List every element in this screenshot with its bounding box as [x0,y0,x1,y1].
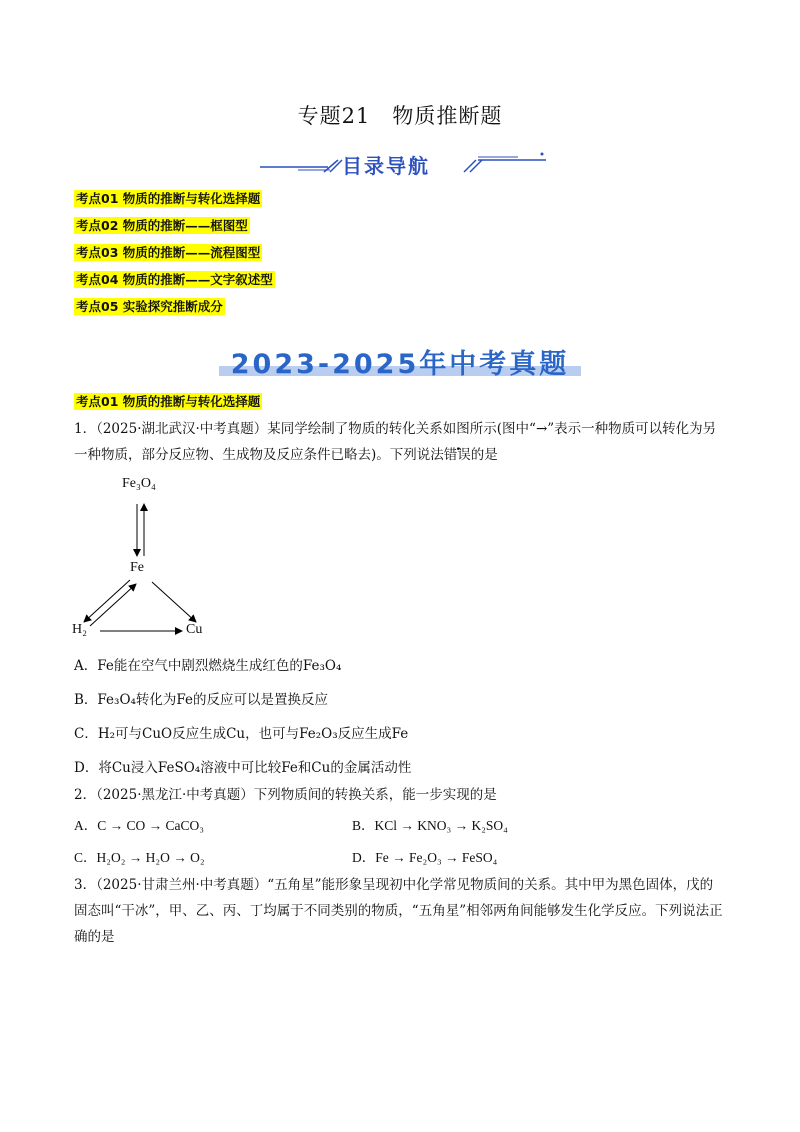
years-heading: 2023-2025年中考真题 [230,349,570,380]
q1-option-a[interactable]: A．Fe能在空气中剧烈燃烧生成红色的Fe₃O₄ [74,658,342,674]
q2-option-d[interactable]: D．Fe → Fe₂O₃ → FeSO₄ [352,850,498,865]
label-fe: Fe [130,560,144,575]
nav-banner [258,148,548,180]
question-2: 2．（2025·黑龙江·中考真题）下列物质间的转换关系，能一步实现的是 [74,787,497,803]
question-3: 3．（2025·甘肃兰州·中考真题）“五角星”能形象呈现初中化学常见物质间的关系。其中甲为黑色固体，戊的固态叫“干冰”，甲、乙、丙、丁均属于不同类别的物质，“五角星”相邻两角间能够发生化学反应。下列说法正确的是 [74,877,723,945]
q2-option-c[interactable]: C．H₂O₂ → H₂O → O₂ [74,850,205,865]
nav-banner-text: 目录导航 [342,154,430,178]
q1-diagram [70,476,230,646]
q2-option-a[interactable]: A．C → CO → CaCO₃ [74,818,204,833]
toc-item[interactable]: 考点04 物质的推断——文字叙述型 [76,272,273,287]
question-1: 1．（2025·湖北武汉·中考真题）某同学绘制了物质的转化关系如图所示(图中“→”表示一种物质可以转化为另一种物质，部分反应物、生成物及反应条件已略去)。下列说法错误的是 [74,421,717,463]
label-fe3o4: Fe₃O₄ [122,476,156,491]
toc-item[interactable]: 考点02 物质的推断——框图型 [76,218,248,233]
q1-option-b[interactable]: B．Fe₃O₄转化为Fe的反应可以是置换反应 [74,692,329,708]
q2-option-b[interactable]: B．KCl → KNO₃ → K₂SO₄ [352,818,508,833]
toc-item[interactable]: 考点01 物质的推断与转化选择题 [76,191,261,206]
toc-item[interactable]: 考点03 物质的推断——流程图型 [76,245,261,260]
section-label: 考点01 物质的推断与转化选择题 [76,394,261,409]
page-title: 专题21 物质推断题 [297,104,503,128]
diagram-arrows [70,476,230,646]
label-h2: H₂ [72,622,87,637]
toc [74,190,275,325]
toc-item[interactable]: 考点05 实验探究推断成分 [76,299,223,314]
q1-option-d[interactable]: D．将Cu浸入FeSO₄溶液中可比较Fe和Cu的金属活动性 [74,760,412,776]
label-cu: Cu [186,622,203,637]
q1-option-c[interactable]: C．H₂可与CuO反应生成Cu，也可与Fe₂O₃反应生成Fe [74,726,409,742]
